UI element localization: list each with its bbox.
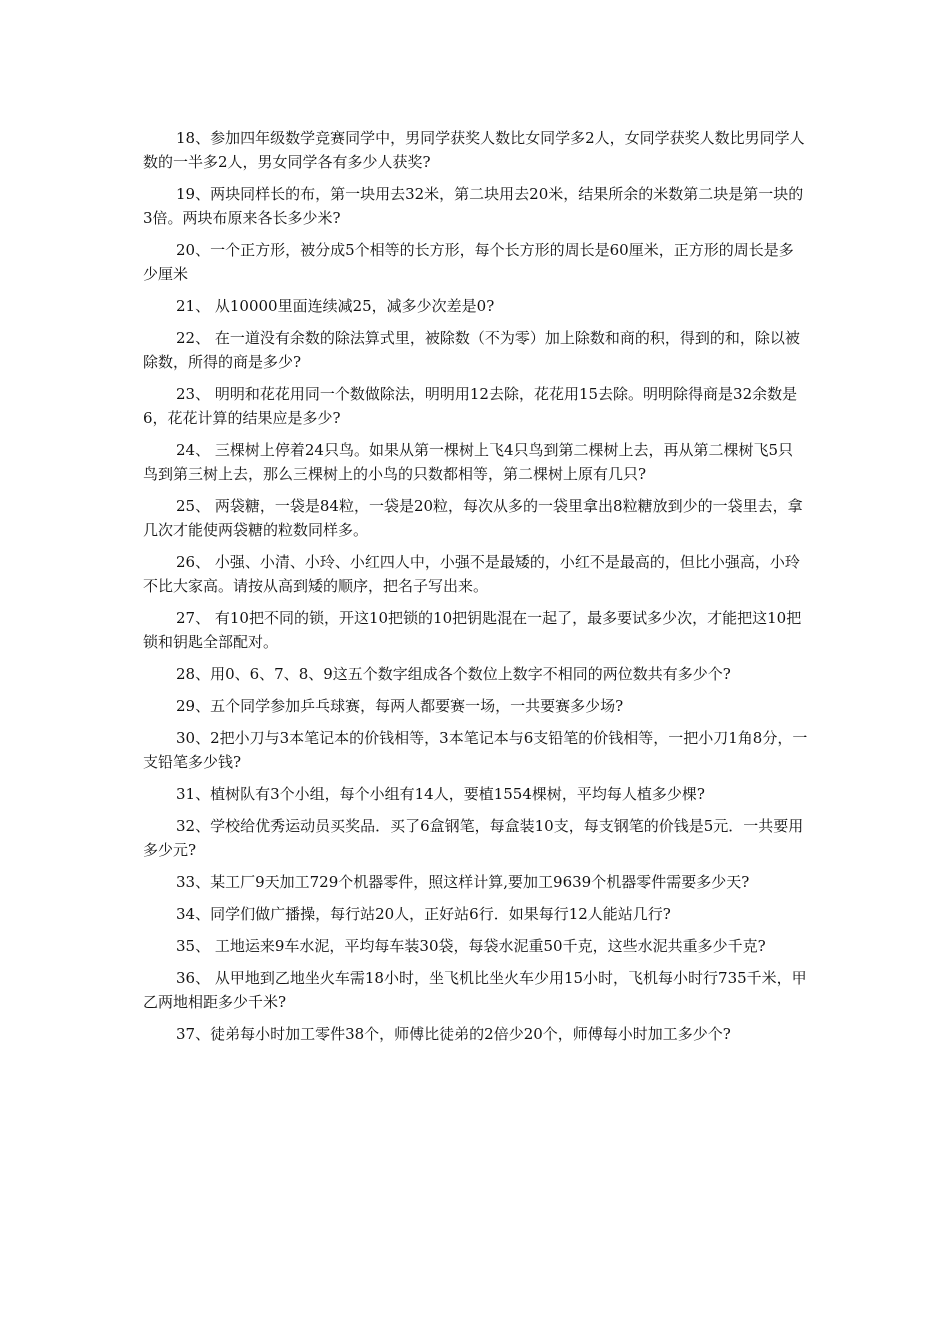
- problem-36: 36、 从甲地到乙地坐火车需18小时，坐飞机比坐火车少用15小时，飞机每小时行735千米，甲乙两地相距多少千米?: [143, 969, 807, 1011]
- problem-31: 31、植树队有3个小组，每个小组有14人，要植1554棵树，平均每人植多少棵?: [176, 785, 705, 803]
- problem-19: 19、两块同样长的布，第一块用去32米，第二块用去20米，结果所余的米数第二块是第一块的3倍。两块布原来各长多少米?: [143, 185, 804, 227]
- problem-22: 22、 在一道没有余数的除法算式里，被除数（不为零）加上除数和商的积，得到的和，除以被除数，所得的商是多少?: [143, 329, 800, 371]
- problem-29: 29、五个同学参加乒乓球赛，每两人都要赛一场，一共要赛多少场?: [176, 697, 624, 715]
- problem-23: 23、 明明和花花用同一个数做除法，明明用12去除，花花用15去除。明明除得商是32余数是6，花花计算的结果应是多少?: [143, 385, 798, 427]
- problem-26: 26、 小强、小清、小玲、小红四人中，小强不是最矮的，小红不是最高的，但比小强高，小玲不比大家高。请按从高到矮的顺序，把名子写出来。: [143, 553, 800, 595]
- problem-32: 32、学校给优秀运动员买奖品．买了6盒钢笔，每盒装10支，每支钢笔的价钱是5元．一共要用多少元?: [143, 817, 804, 859]
- problem-25: 25、 两袋糖，一袋是84粒，一袋是20粒，每次从多的一袋里拿出8粒糖放到少的一袋里去，拿几次才能使两袋糖的粒数同样多。: [143, 497, 803, 539]
- problem-18: 18、参加四年级数学竞赛同学中，男同学获奖人数比女同学多2人，女同学获奖人数比男同学人数的一半多2人，男女同学各有多少人获奖?: [143, 129, 805, 171]
- problem-37: 37、徒弟每小时加工零件38个，师傅比徒弟的2倍少20个，师傅每小时加工多少个?: [176, 1025, 731, 1043]
- problem-20: 20、一个正方形，被分成5个相等的长方形，每个长方形的周长是60厘米，正方形的周长是多少厘米: [143, 241, 794, 283]
- problem-28: 28、用0、6、7、8、9这五个数字组成各个数位上数字不相同的两位数共有多少个?: [176, 665, 731, 683]
- problem-33: 33、某工厂9天加工729个机器零件，照这样计算,要加工9639个机器零件需要多少天?: [176, 873, 750, 891]
- problem-27: 27、 有10把不同的锁，开这10把锁的10把钥匙混在一起了，最多要试多少次，才能把这10把锁和钥匙全部配对。: [143, 609, 802, 651]
- problem-list: [143, 126, 808, 1054]
- problem-21: 21、 从10000里面连续减25，减多少次差是0?: [176, 297, 495, 315]
- problem-30: 30、2把小刀与3本笔记本的价钱相等，3本笔记本与6支铅笔的价钱相等，一把小刀1角8分，一支铅笔多少钱?: [143, 729, 808, 771]
- problem-35: 35、 工地运来9车水泥，平均每车装30袋，每袋水泥重50千克，这些水泥共重多少千克?: [176, 937, 766, 955]
- problem-24: 24、 三棵树上停着24只鸟。如果从第一棵树上飞4只鸟到第二棵树上去，再从第二棵树飞5只鸟到第三树上去，那么三棵树上的小鸟的只数都相等，第二棵树上原有几只?: [143, 441, 794, 483]
- problem-34: 34、同学们做广播操，每行站20人，正好站6行．如果每行12人能站几行?: [176, 905, 671, 923]
